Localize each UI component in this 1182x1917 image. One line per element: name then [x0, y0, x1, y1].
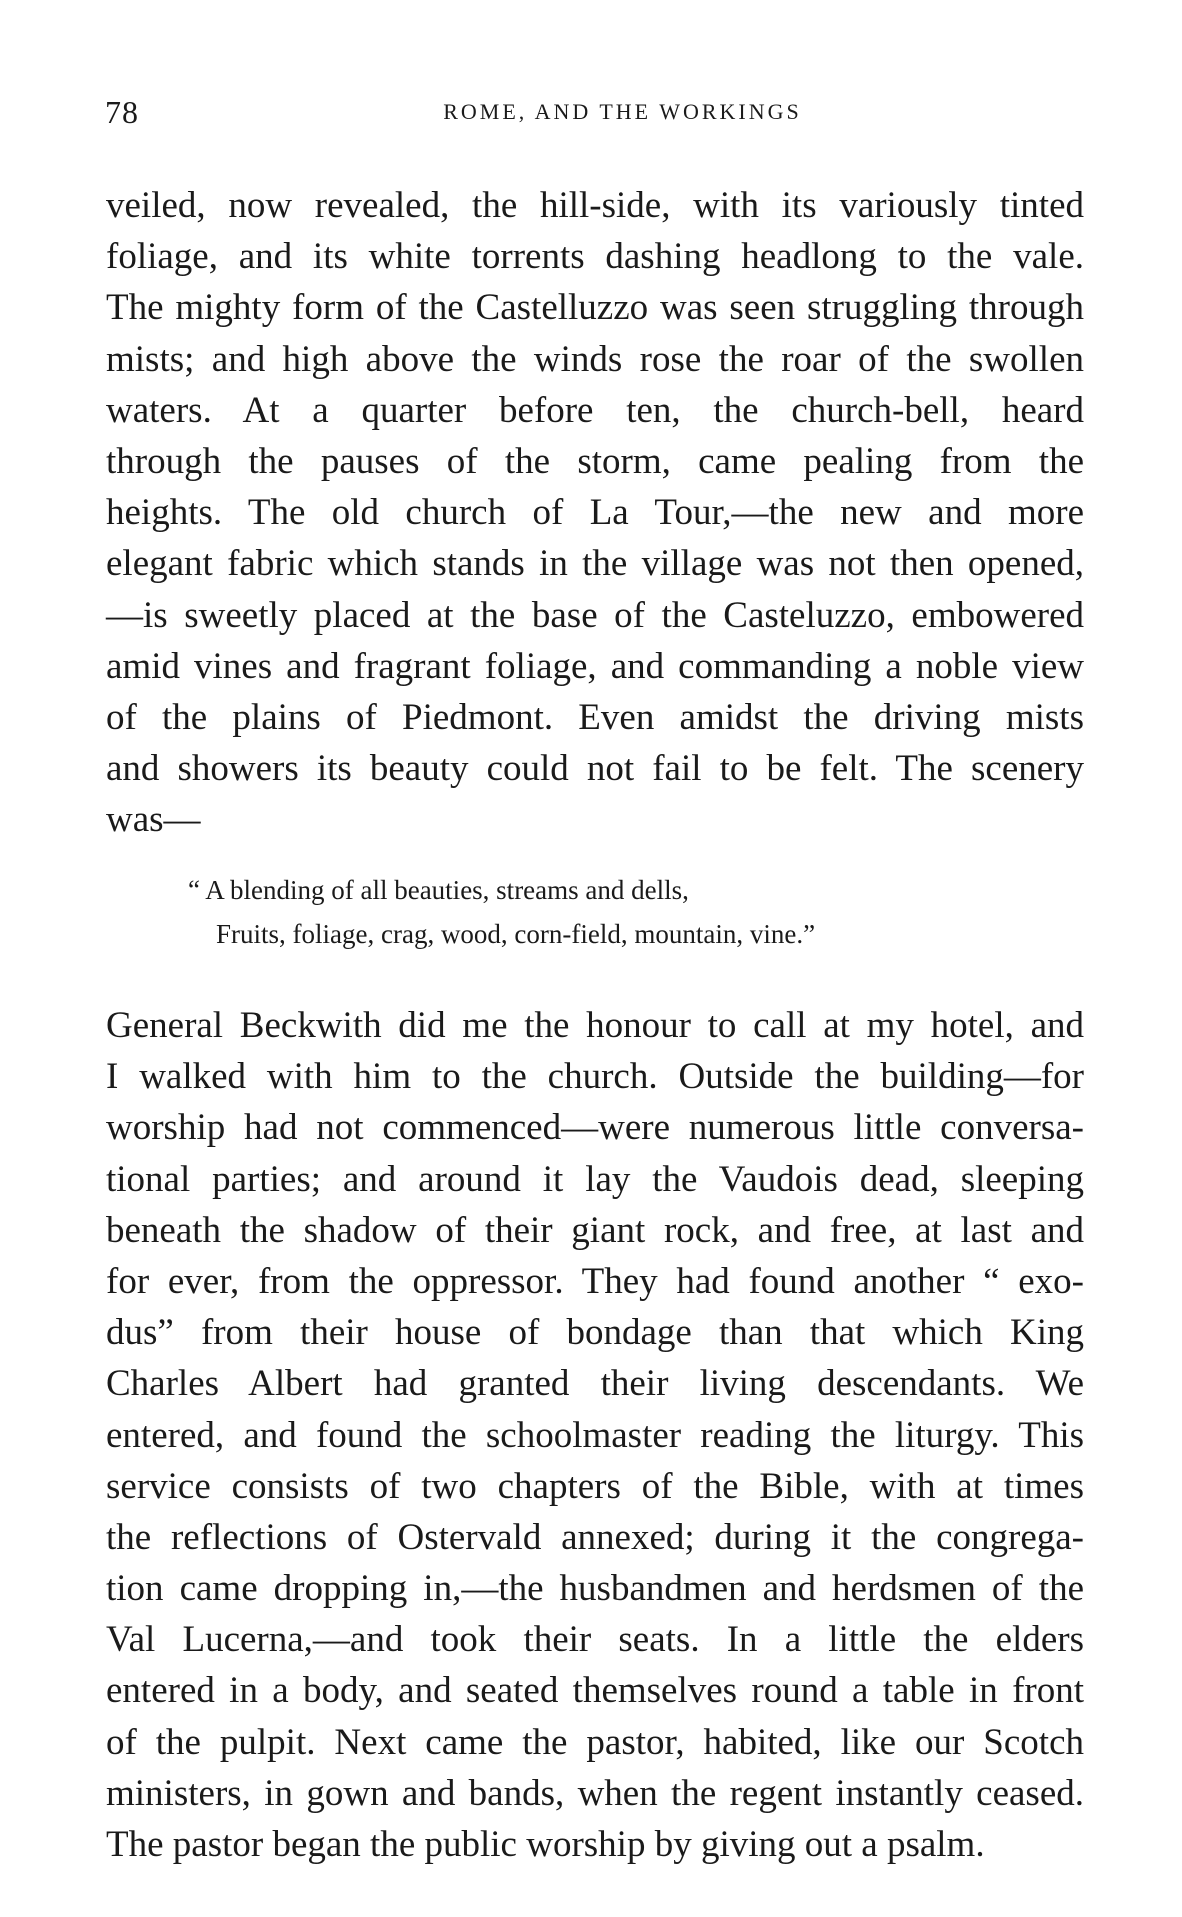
text-line: foliage, and its white torrents dashing headlong to the vale. [106, 236, 1084, 278]
page-number: 78 [105, 94, 139, 130]
text-line: I walked with him to the church. Outside the building—for [106, 1056, 1084, 1098]
paragraph-1 [106, 180, 1084, 845]
text-line: General Beckwith did me the honour to call at my hotel, and [106, 1005, 1084, 1046]
text-line: ministers, in gown and bands, when the regent instantly ceased. [106, 1772, 1084, 1814]
text-line: The mighty form of the Castelluzzo was seen struggling through [106, 287, 1084, 329]
quote-line: Fruits, foliage, crag, wood, corn-field, mountain, vine.” [216, 919, 816, 949]
text-line: amid vines and fragrant foliage, and commanding a noble view [106, 645, 1084, 687]
text-line: waters. At a quarter before ten, the church-bell, heard [106, 389, 1084, 431]
text-line: entered, and found the schoolmaster reading the liturgy. This [106, 1414, 1084, 1456]
text-line: of the pulpit. Next came the pastor, habited, like our Scotch [106, 1721, 1084, 1763]
text-line: the reflections of Ostervald annexed; during it the congrega- [106, 1516, 1084, 1558]
text-line: of the plains of Piedmont. Even amidst the driving mists [106, 696, 1084, 738]
text-line: service consists of two chapters of the Bible, with at times [106, 1465, 1084, 1507]
text-line: Val Lucerna,—and took their seats. In a little the elders [106, 1619, 1084, 1661]
text-line: for ever, from the oppressor. They had found another “ exo- [106, 1260, 1084, 1302]
text-line: through the pauses of the storm, came pealing from the [106, 440, 1084, 482]
quote-line: “ A blending of all beauties, streams and dells, [188, 875, 689, 905]
text-line: entered in a body, and seated themselves round a table in front [106, 1670, 1084, 1712]
text-line: tional parties; and around it lay the Vaudois dead, sleeping [106, 1158, 1084, 1200]
text-line: dus” from their house of bondage than that which King [106, 1312, 1084, 1354]
text-line: and showers its beauty could not fail to be felt. The scenery [106, 748, 1084, 790]
text-line: —is sweetly placed at the base of the Casteluzzo, embowered [106, 594, 1084, 636]
paragraph-2 [106, 1000, 1084, 1870]
text-line: was— [106, 799, 201, 841]
text-line: Charles Albert had granted their living descendants. We [106, 1363, 1084, 1405]
text-line: worship had not commenced—were numerous little conversa- [106, 1107, 1084, 1149]
running-head [105, 92, 1085, 132]
text-line: The pastor began the public worship by giving out a psalm. [106, 1824, 985, 1865]
text-line: beneath the shadow of their giant rock, and free, at last and [106, 1209, 1084, 1251]
running-title: ROME, AND THE WORKINGS [443, 99, 802, 124]
text-line: tion came dropping in,—the husbandmen and herdsmen of the [106, 1568, 1084, 1610]
text-line: veiled, now revealed, the hill-side, with its variously tinted [106, 185, 1084, 226]
text-line: heights. The old church of La Tour,—the new and more [106, 492, 1084, 534]
text-line: elegant fabric which stands in the village was not then opened, [106, 543, 1084, 585]
verse-quotation [188, 868, 1088, 956]
text-line: mists; and high above the winds rose the roar of the swollen [106, 338, 1084, 380]
